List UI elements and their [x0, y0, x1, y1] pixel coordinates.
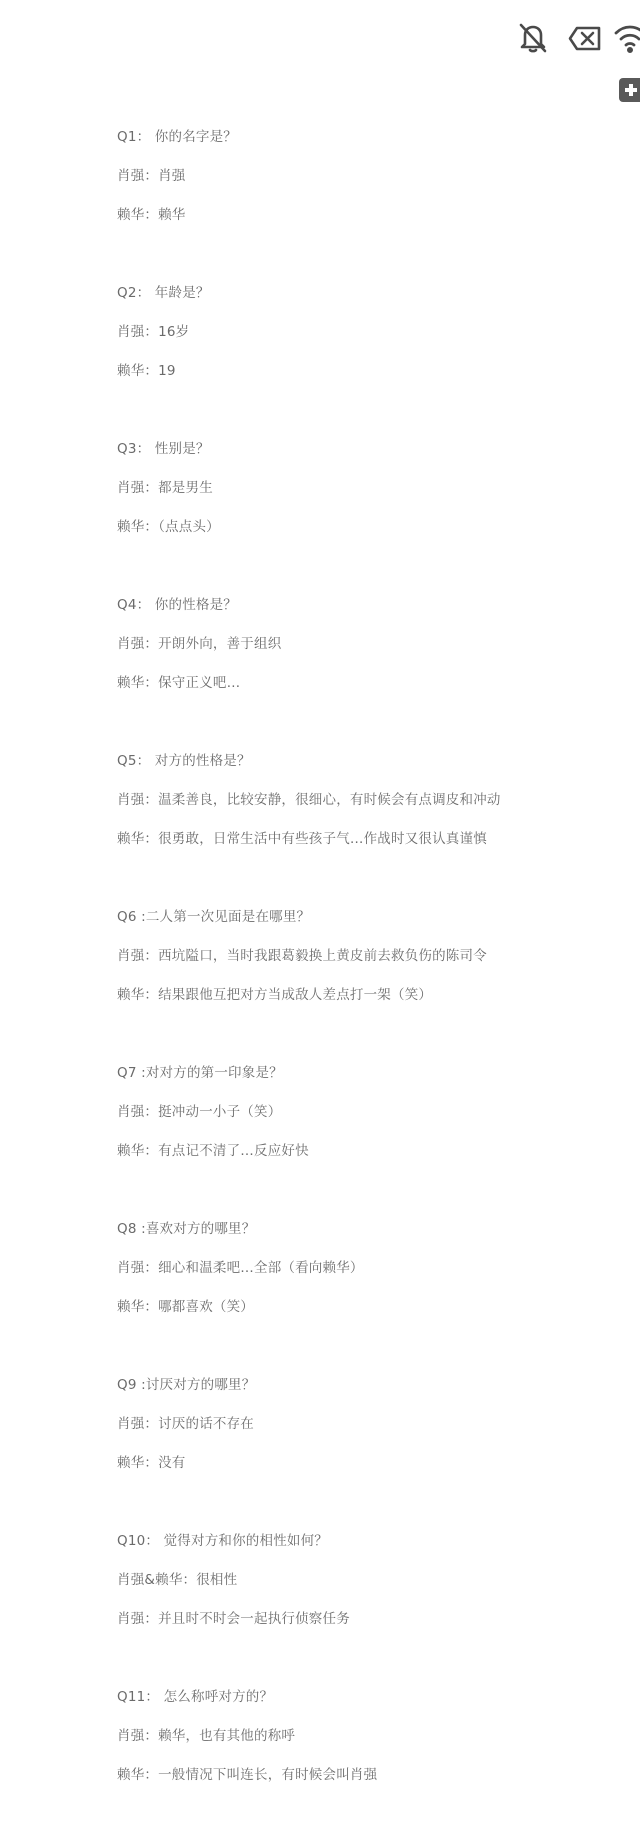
answer: 赖华：没有 [117, 1455, 186, 1471]
answer: 肖强：细心和温柔吧…全部（看向赖华） [117, 1260, 364, 1276]
wifi-icon[interactable] [614, 20, 640, 54]
question: Q5： 对方的性格是？ [117, 753, 251, 769]
question: Q4： 你的性格是？ [117, 597, 238, 613]
answer: 赖华：（点点头） [117, 519, 220, 535]
answer: 赖华：有点记不清了…反应好快 [117, 1143, 309, 1159]
answer: 肖强：讨厌的话不存在 [117, 1416, 254, 1432]
qa-item-11 [117, 1678, 617, 1834]
answer: 肖强：挺冲动一小子（笑） [117, 1104, 282, 1120]
answer: 赖华：19 [117, 363, 176, 379]
question: Q7 :对对方的第一印象是？ [117, 1065, 283, 1081]
answer: 赖华：赖华 [117, 207, 186, 223]
question: Q2： 年龄是？ [117, 285, 210, 301]
status-bar [0, 0, 640, 70]
question: Q9 :讨厌对方的哪里？ [117, 1377, 256, 1393]
qa-item-10 [117, 1522, 617, 1678]
qa-item-7 [117, 1054, 617, 1210]
answer: 赖华：一般情况下叫连长，有时候会叫肖强 [117, 1767, 378, 1783]
qa-item-6 [117, 898, 617, 1054]
question: Q1： 你的名字是？ [117, 129, 238, 145]
answer: 肖强：西坑隘口，当时我跟葛毅换上黄皮前去救负伤的陈司令 [117, 948, 487, 964]
answer: 肖强：温柔善良，比较安静，很细心，有时候会有点调皮和冲动 [117, 792, 501, 808]
question: Q10： 觉得对方和你的相性如何？ [117, 1533, 328, 1549]
qa-item-3 [117, 430, 617, 586]
question: Q3： 性别是？ [117, 441, 210, 457]
question: Q8 :喜欢对方的哪里？ [117, 1221, 256, 1237]
qa-list [117, 118, 617, 1834]
qa-item-2 [117, 274, 617, 430]
answer: 肖强：赖华，也有其他的称呼 [117, 1728, 296, 1744]
qa-item-9 [117, 1366, 617, 1522]
answer: 赖华：哪都喜欢（笑） [117, 1299, 254, 1315]
answer: 赖华：保守正义吧… [117, 675, 241, 691]
answer: 赖华：很勇敢，日常生活中有些孩子气…作战时又很认真谨慎 [117, 831, 487, 847]
answer: 肖强：并且时不时会一起执行侦察任务 [117, 1611, 350, 1627]
question: Q6 :二人第一次见面是在哪里？ [117, 909, 311, 925]
plus-icon[interactable] [619, 78, 640, 102]
answer: 肖强：开朗外向，善于组织 [117, 636, 282, 652]
question: Q11： 怎么称呼对方的？ [117, 1689, 274, 1705]
bell-off-icon[interactable] [516, 20, 550, 54]
answer: 肖强&赖华：很相性 [117, 1572, 238, 1588]
answer: 肖强：肖强 [117, 168, 186, 184]
answer: 肖强：都是男生 [117, 480, 213, 496]
answer: 赖华：结果跟他互把对方当成敌人差点打一架（笑） [117, 987, 433, 1003]
qa-item-5 [117, 742, 617, 898]
qa-item-1 [117, 118, 617, 274]
qa-item-4 [117, 586, 617, 742]
battery-x-icon[interactable] [567, 20, 603, 54]
answer: 肖强：16岁 [117, 324, 190, 340]
qa-item-8 [117, 1210, 617, 1366]
